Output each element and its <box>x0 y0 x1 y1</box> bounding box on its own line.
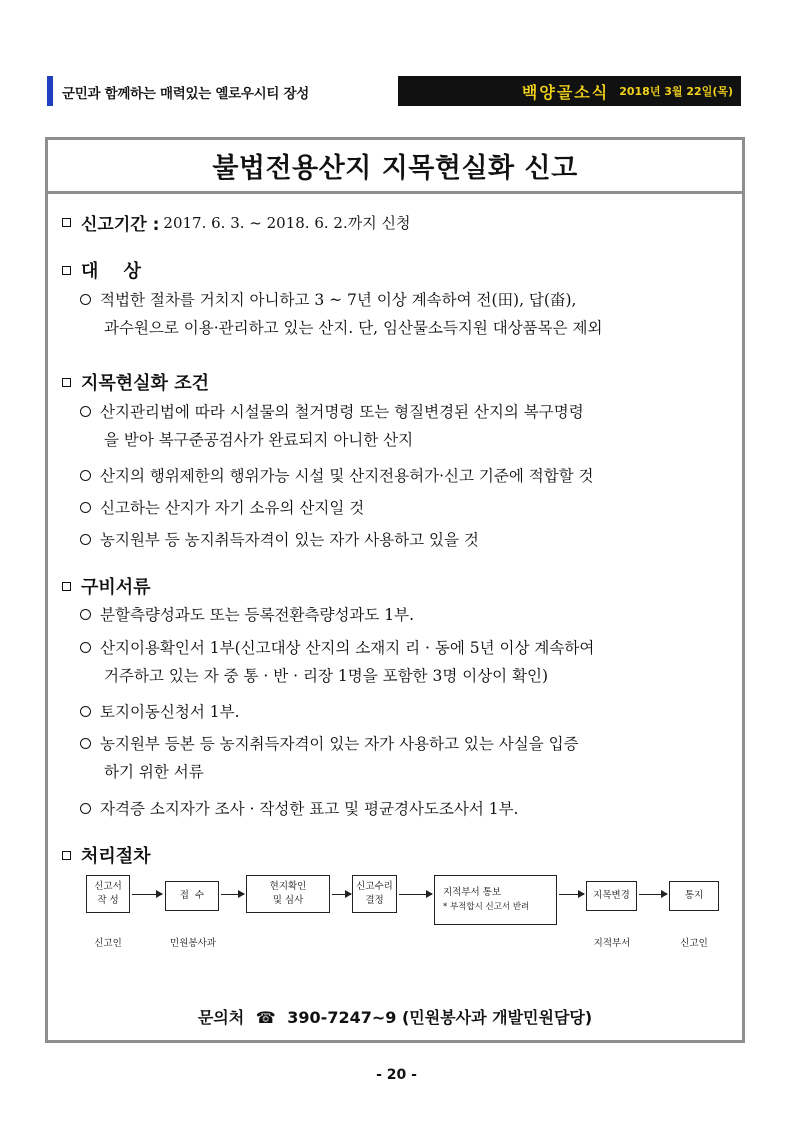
arrow-icon <box>399 894 432 895</box>
page-number: - 20 - <box>376 1067 417 1083</box>
flow-label-applicant-final: 신고인 <box>680 938 708 949</box>
contact-line <box>48 1005 742 1028</box>
list-item: 신고하는 산지가 자기 소유의 산지일 것 <box>80 494 740 522</box>
documents-heading: 구비서류 <box>81 577 151 598</box>
list-item: 산지의 행위제한의 행위가능 시설 및 산지전용허가·신고 기준에 적합할 것 <box>80 462 740 490</box>
flow-step-write: 신고서 작 성 <box>86 875 130 913</box>
period-value: 2017. 6. 3. ~ 2018. 6. 2.까지 신청 <box>163 214 411 232</box>
title-band <box>48 140 742 194</box>
circle-bullet-icon <box>80 406 91 417</box>
section-documents <box>62 573 151 599</box>
circle-bullet-icon <box>80 502 91 513</box>
flow-label-applicant: 신고인 <box>94 938 122 949</box>
list-item: 산지이용확인서 1부(신고대상 산지의 소재지 리 · 동에 5년 이상 계속하여 거주하고 있는 자 중 통 · 반 · 리장 1명을 포함한 3명 이상이 확인) <box>80 634 740 690</box>
header-accent-bar <box>47 76 53 106</box>
arrow-icon <box>132 894 162 895</box>
contact-value: 390-7247~9 (민원봉사과 개발민원담당) <box>287 1008 593 1027</box>
issue-date: 2018년 3월 22일(목) <box>619 85 733 98</box>
flow-step-inspection: 현지확인 및 심사 <box>246 875 330 913</box>
telephone-icon: ☎ <box>255 1008 276 1027</box>
section-target <box>62 257 141 283</box>
list-item: 분할측량성과도 또는 등록전환측량성과도 1부. <box>80 601 740 629</box>
flow-step-receive: 접 수 <box>165 881 219 911</box>
flow-label-cadastral: 지적부서 <box>593 938 631 949</box>
flow-step-accept: 신고수리 결정 <box>352 875 397 913</box>
square-bullet-icon <box>62 218 71 227</box>
circle-bullet-icon <box>80 609 91 620</box>
circle-bullet-icon <box>80 803 91 814</box>
square-bullet-icon <box>62 266 71 275</box>
period-label: 신고기간 : <box>81 215 160 235</box>
circle-bullet-icon <box>80 642 91 653</box>
arrow-icon <box>332 894 351 895</box>
flow-step-notify-cadastral: 지적부서 통보 * 부적합시 신고서 반려 <box>434 875 557 925</box>
square-bullet-icon <box>62 851 71 860</box>
arrow-icon <box>221 894 244 895</box>
arrow-icon <box>639 894 667 895</box>
procedure-heading: 처리절차 <box>81 846 151 867</box>
section-conditions <box>62 369 209 395</box>
arrow-icon <box>559 894 584 895</box>
header-banner <box>398 76 741 106</box>
circle-bullet-icon <box>80 470 91 481</box>
circle-bullet-icon <box>80 294 91 305</box>
list-item: 적법한 절차를 거치지 아니하고 3 ~ 7년 이상 계속하여 전(田), 답(畓), 과수원으로 이용·관리하고 있는 산지. 단, 임산물소득지원 대상품목은 제외 <box>80 286 740 342</box>
contact-label: 문의처 <box>197 1008 245 1027</box>
circle-bullet-icon <box>80 738 91 749</box>
flow-step-notice: 통지 <box>669 881 719 911</box>
list-item: 토지이동신청서 1부. <box>80 698 740 726</box>
circle-bullet-icon <box>80 706 91 717</box>
section-period <box>62 210 410 235</box>
section-procedure <box>62 842 151 868</box>
target-heading: 대 상 <box>81 261 141 282</box>
list-item: 농지원부 등 농지취득자격이 있는 자가 사용하고 있을 것 <box>80 526 740 554</box>
square-bullet-icon <box>62 378 71 387</box>
notice-frame <box>45 137 745 1043</box>
conditions-heading: 지목현실화 조건 <box>81 373 209 394</box>
list-item: 산지관리법에 따라 시설물의 철거명령 또는 형질변경된 산지의 복구명령 을 받아 복구준공검사가 완료되지 아니한 산지 <box>80 398 740 454</box>
list-item: 자격증 소지자가 조사 · 작성한 표고 및 평균경사도조사서 1부. <box>80 795 740 823</box>
flow-label-civil-affairs: 민원봉사과 <box>170 938 216 949</box>
header-slogan: 군민과 함께하는 매력있는 옐로우시티 장성 <box>62 86 309 102</box>
square-bullet-icon <box>62 582 71 591</box>
circle-bullet-icon <box>80 534 91 545</box>
newsletter-brand: 백양골소식 <box>521 82 610 102</box>
page-title: 불법전용산지 지목현실화 신고 <box>212 153 578 184</box>
list-item: 농지원부 등본 등 농지취득자격이 있는 자가 사용하고 있는 사실을 입증 하기 위한 서류 <box>80 730 740 786</box>
flow-step-change-category: 지목변경 <box>586 881 637 911</box>
